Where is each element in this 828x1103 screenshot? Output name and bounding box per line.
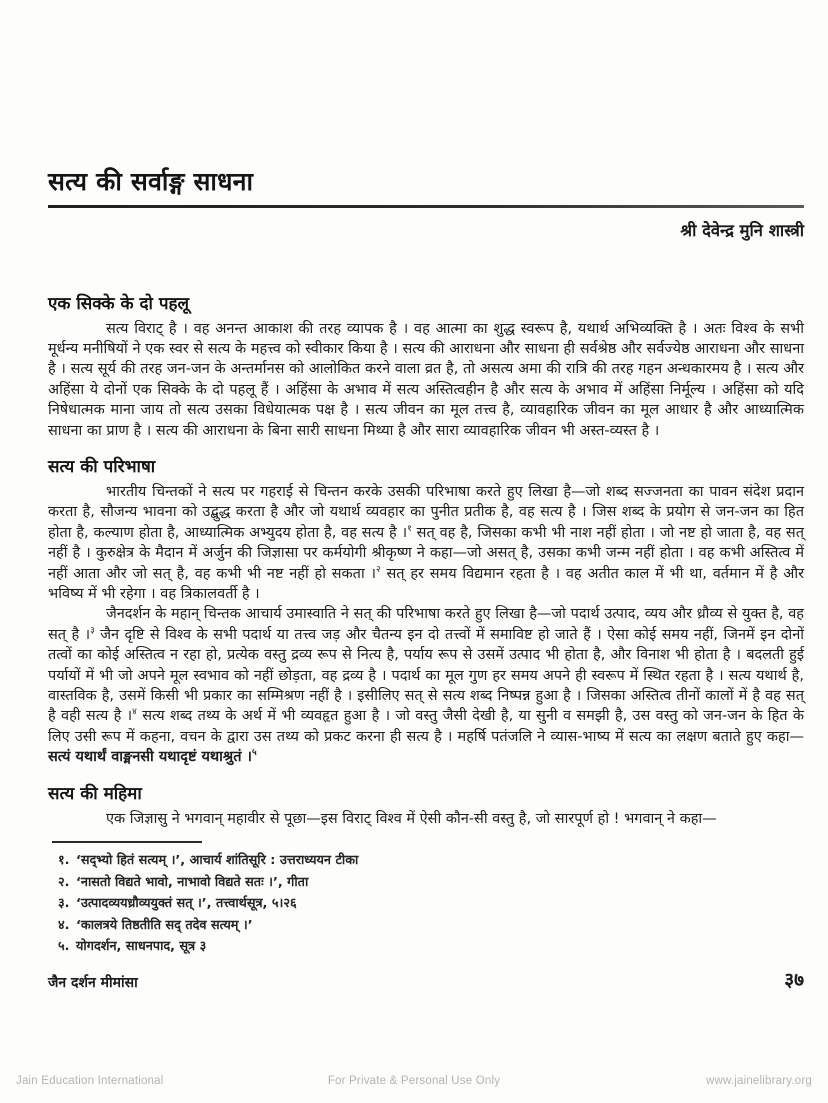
scan-footer-left: Jain Education International xyxy=(16,1075,164,1087)
footnote-number: १. xyxy=(58,853,70,869)
scan-footer-center: For Private & Personal Use Only xyxy=(327,1075,501,1087)
page-content xyxy=(48,166,804,992)
paragraph-two-sides-of-coin xyxy=(48,319,804,441)
footnote-item-5 xyxy=(48,936,804,958)
page-footer xyxy=(48,966,804,992)
book-title: जैन दर्शन मीमांसा xyxy=(48,974,138,991)
section-heading-glory-of-truth: सत्य की महिमा xyxy=(48,783,142,804)
footnote-marker-2: २ xyxy=(376,564,381,575)
author-name: श्री देवेन्द्र मुनि शास्त्री xyxy=(680,220,804,240)
footnote-text: ‘सद्भ्यो हितं सत्यम् ।’, आचार्य शांतिसूरि : उत्तराध्ययन टीका xyxy=(76,853,359,869)
scan-footer-right: www.jainelibrary.org xyxy=(705,1075,812,1087)
section-heading-definition-of-truth: सत्य की परिभाषा xyxy=(48,456,156,477)
section-heading-two-sides-of-coin: एक सिक्के के दो पहलू xyxy=(48,293,190,314)
footnote-item-2 xyxy=(48,872,804,894)
paragraph-text: सत्य विराट् है । वह अनन्त आकाश की तरह व्यापक है । वह आत्मा का शुद्ध स्वरूप है, यथार्थ अभिव्यक्ति है । अतः विश्व के सभी मूर्धन्य मनीषियों ने एक स्वर से सत्य के महत्त्व को स्वीकार किया है । सत्य की आराधना और साधना ही सर्वश्रेष्ठ और सर्वज्येष्ठ आराधना और साधना है । सत्य सूर्य की तरह जन-जन के अन्तर्मानस को आलोकित करने वाला व्रत है, तो असत्य अमा की रात्रि की तरह गहन अन्धकारमय है । सत्य और अहिंसा ये दोनों एक सिक्के के दो पहलू हैं । अहिंसा के अभाव में सत्य अस्तित्वहीन है और सत्य के अभाव में अहिंसा निर्मूल्य । अहिंसा को यदि निषेधात्मक माना जाय तो सत्य उसका विधेयात्मक पक्ष है । सत्य जीवन का मूल तत्त्व है, व्यावहारिक जीवन का मूल आधार है और आध्यात्मिक साधना का प्राण है । सत्य की आराधना के बिना सारी साधना मिथ्या है और सारा व्यावहारिक जीवन भी अस्त-व्यस्त है । xyxy=(48,320,804,439)
footnote-number: ३. xyxy=(58,896,70,912)
paragraph-text: जैनदर्शन के महान् चिन्तक आचार्य उमास्वाति ने सत् की परिभाषा करते हुए लिखा है—जो पदार्थ उत्पाद, व्यय और ध्रौव्य से युक्त है, वह सत् है । xyxy=(48,606,804,643)
footnote-item-4 xyxy=(48,915,804,937)
footnotes-block xyxy=(48,841,804,958)
footnote-marker-3: ३ xyxy=(90,625,95,636)
paragraph-text: जैन दृष्टि से विश्व के सभी पदार्थ या तत्त्व जड़ और चैतन्य इन दो तत्त्वों में समाविष्ट हो जाते हैं । ऐसा कोई समय नहीं, जिनमें इन दोनों तत्वों का कोई अस्तित्व न रहा हो, प्रत्येक वस्तु द्रव्य रूप से नित्य है, पर्याय रूप से उसमें उत्पाद भी होता है, और विनाश भी होता है । बदलती हुई पर्यायों में भी जो अपने मूल स्वभाव को नहीं छोड़ता, वह द्रव्य है । पदार्थ का मूल गुण हर समय अपने ही स्वरूप में स्थित रहता है । सत्य यथार्थ है, वास्तविक है, उसमें किसी भी प्रकार का सम्मिश्रण नहीं है । इसीलिए सत् से सत्य शब्द निष्पन्न हुआ है । जिसका अस्तित्व तीनों कालों में है वह सत् है वही सत्य है । xyxy=(48,626,804,725)
footnote-item-3 xyxy=(48,893,804,915)
title-underline xyxy=(48,205,804,208)
footnote-marker-5: ५ xyxy=(252,748,257,759)
footnote-text: ‘नासतो विद्यते भावो, नाभावो विद्यते सतः ।’, गीता xyxy=(76,874,309,890)
page-number: ३७ xyxy=(784,968,804,991)
footnote-text: ‘उत्पादव्ययध्रौव्ययुक्तं सत् ।’, तत्त्वार्थसूत्र, ५।२६ xyxy=(76,896,297,912)
paragraph-definition-1 xyxy=(48,482,804,604)
paragraph-text: सत् हर समय विद्यमान रहता है । वह अतीत काल में भी था, वर्तमान में है और भविष्य में भी रहेगा । वह त्रिकालवर्ती है । xyxy=(48,565,804,602)
footnote-divider xyxy=(52,841,202,843)
footnote-item-1 xyxy=(48,850,804,872)
paragraph-text: सत् वह है, जिसका कभी भी नाश नहीं होता । जो नष्ट हो जाता है, वह सत् नहीं है । कुरुक्षेत्र के मैदान में अर्जुन की जिज्ञासा पर कर्मयोगी श्रीकृष्ण ने कहा—जो असत् है, उसका कभी जन्म नहीं होता । वह कभी अस्तित्व में नहीं आता और जो सत् है, वह कभी भी नष्ट नहीं हो सकता । xyxy=(48,524,804,582)
footnote-text: योगदर्शन, साधनपाद, सूत्र ३ xyxy=(76,939,207,955)
footnote-text: ‘कालत्रये तिष्ठतीति सद् तदेव सत्यम् ।’ xyxy=(76,917,253,933)
footnote-number: ४. xyxy=(58,917,70,933)
footnote-marker-1: १ xyxy=(407,523,412,534)
footnote-number: २. xyxy=(58,874,70,890)
paragraph-text: एक जिज्ञासु ने भगवान् महावीर से पूछा—इस विराट् विश्व में ऐसी कौन-सी वस्तु है, जो सारपूर्ण हो ! भगवान् ने कहा— xyxy=(106,810,717,827)
paragraph-glory-of-truth xyxy=(48,809,804,829)
paragraph-text: सत्य शब्द तथ्य के अर्थ में भी व्यवहृत हुआ है । जो वस्तु जैसी देखी है, या सुनी व समझी है, उस वस्तु को जन-जन के हित के लिए उसी रूप में कहना, वचन के द्वारा उस तथ्य को प्रकट करना ही सत्य है । महर्षि पतंजलि ने व्यास-भाष्य में सत्य का लक्षण बताते हुए कहा— xyxy=(48,708,805,745)
footnote-marker-4: ४ xyxy=(132,707,137,718)
paragraph-definition-2 xyxy=(48,604,804,767)
paragraph-text: भारतीय चिन्तकों ने सत्य पर गहराई से चिन्तन करके उसकी परिभाषा करते हुए लिखा है—जो शब्द सज्जनता का पावन संदेश प्रदान करता है, सौजन्य भावना को उद्बुद्ध करता है और जो यथार्थ व्यवहार का पुनीत प्रतीक है, वह सत्य है । जिस शब्द के प्रयोग से जन-जन का हित होता है, कल्याण होता है, आध्यात्मिक अभ्युदय होता है, वह सत्य है । xyxy=(48,483,804,541)
page-title: सत्य की सर्वाङ्ग साधना xyxy=(48,167,254,196)
sanskrit-quote: सत्यं यथार्थं वाङ्मनसी यथादृष्टं यथाश्रुतं । xyxy=(48,749,253,766)
footnote-number: ५. xyxy=(58,939,70,955)
scan-footer xyxy=(16,1075,812,1087)
